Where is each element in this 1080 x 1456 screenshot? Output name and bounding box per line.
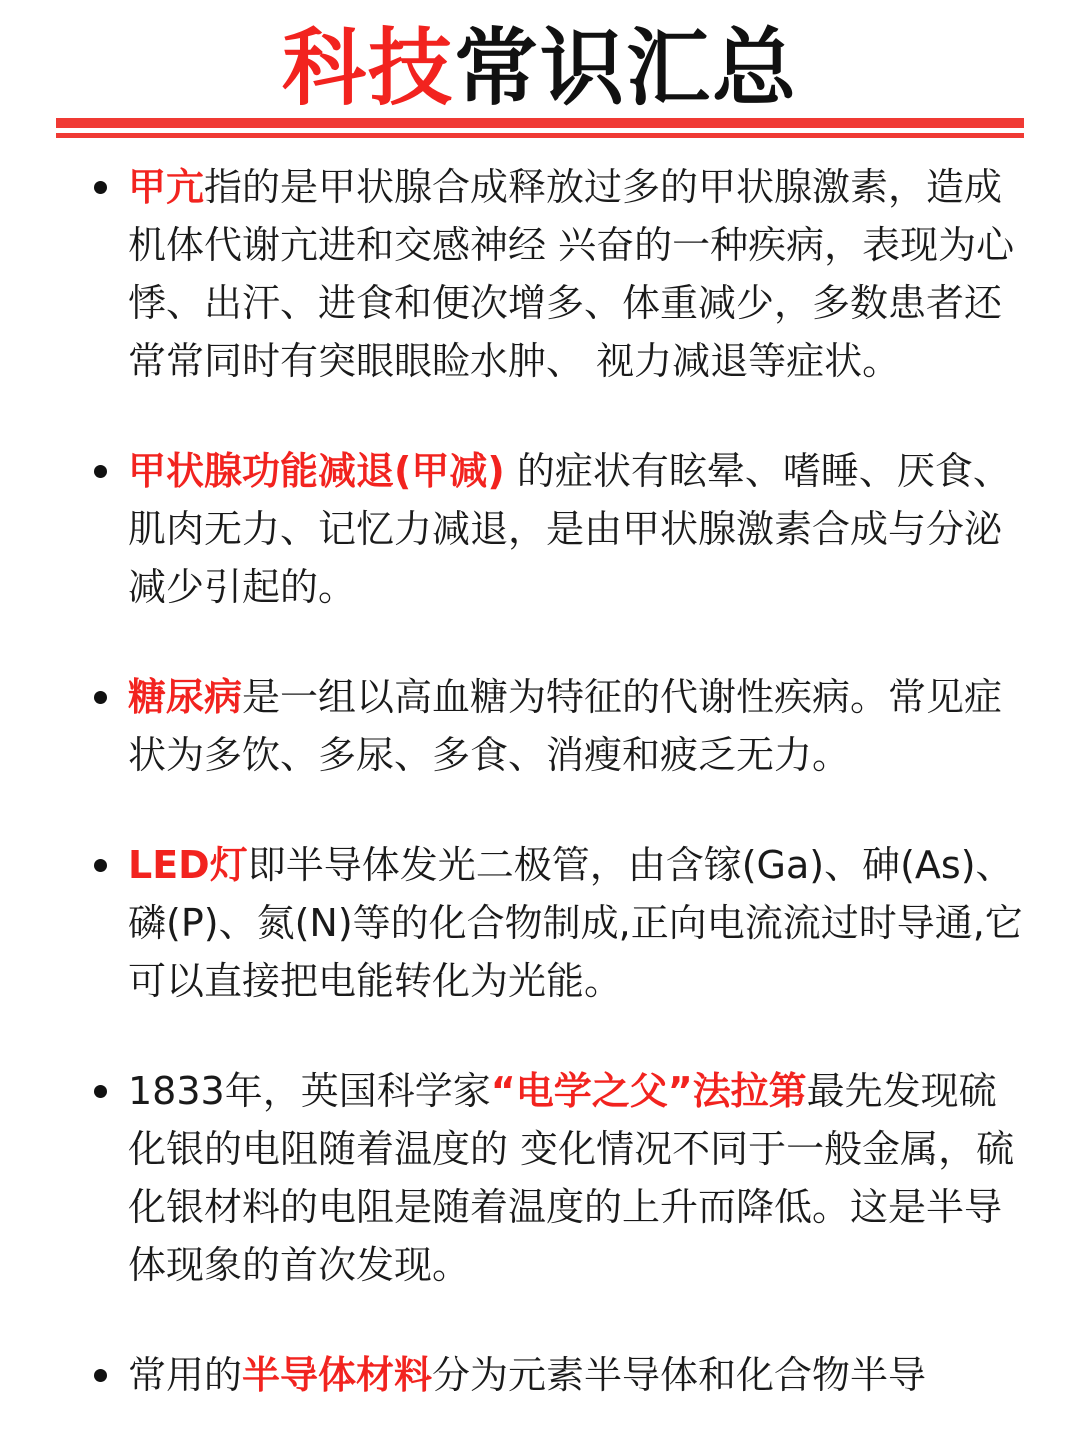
knowledge-list — [0, 158, 1080, 1456]
item-text: 是一组以高血糖为特征的代谢性疾病。常见症状为多饮、多尿、多食、消瘦和疲乏无力。 — [128, 675, 1003, 777]
list-item — [0, 1062, 1080, 1294]
bullet-icon — [94, 465, 107, 478]
list-item — [0, 1346, 1080, 1404]
item-text: 即半导体发光二极管，由含镓(Ga)、砷(As)、磷(P)、氮(N)等的化合物制成,正向电流流过时导通,它可以直接把电能转化为光能。 — [128, 843, 1023, 1003]
bullet-icon — [94, 691, 107, 704]
item-keyword: LED灯 — [128, 843, 248, 887]
item-keyword: 糖尿病 — [128, 675, 243, 719]
item-text: 最先发现硫化银的电阻随着温度的 变化情况不同于一般金属，硫化银材料的电阻是随着温度的上升而降低。这是半导体现象的首次发现。 — [128, 1069, 1015, 1287]
bullet-icon — [94, 181, 107, 194]
item-lead-text: 1833年，英国科学家 — [128, 1069, 491, 1113]
title-divider-thick — [56, 118, 1024, 128]
item-text: 的症状有眩晕、嗜睡、厌食、肌肉无力、记忆力减退，是由甲状腺激素合成与分泌减少引起的。 — [128, 449, 1011, 609]
bullet-icon — [94, 1085, 107, 1098]
list-item — [0, 442, 1080, 616]
list-item — [0, 668, 1080, 784]
item-text: 分为元素半导体和化合物半导 — [432, 1353, 927, 1397]
item-keyword: “电学之父”法拉第 — [490, 1069, 807, 1113]
title-divider-thin — [56, 133, 1024, 138]
item-lead-text: 常用的 — [128, 1353, 243, 1397]
item-keyword: 甲状腺功能减退(甲减) — [128, 449, 505, 493]
list-item — [0, 836, 1080, 1010]
bullet-icon — [94, 859, 107, 872]
item-keyword: 半导体材料 — [242, 1353, 433, 1397]
page-title — [0, 18, 1080, 118]
title-main: 常识汇总 — [454, 19, 799, 117]
bullet-icon — [94, 1369, 107, 1382]
item-text: 指的是甲状腺合成释放过多的甲状腺激素，造成机体代谢亢进和交感神经 兴奋的一种疾病，表现为心悸、出汗、进食和便次增多、体重减少，多数患者还常常同时有突眼眼睑水肿、 视力减退等症状。 — [128, 165, 1015, 383]
list-item — [0, 158, 1080, 390]
item-keyword: 甲亢 — [128, 165, 205, 209]
title-highlight: 科技 — [281, 19, 454, 117]
